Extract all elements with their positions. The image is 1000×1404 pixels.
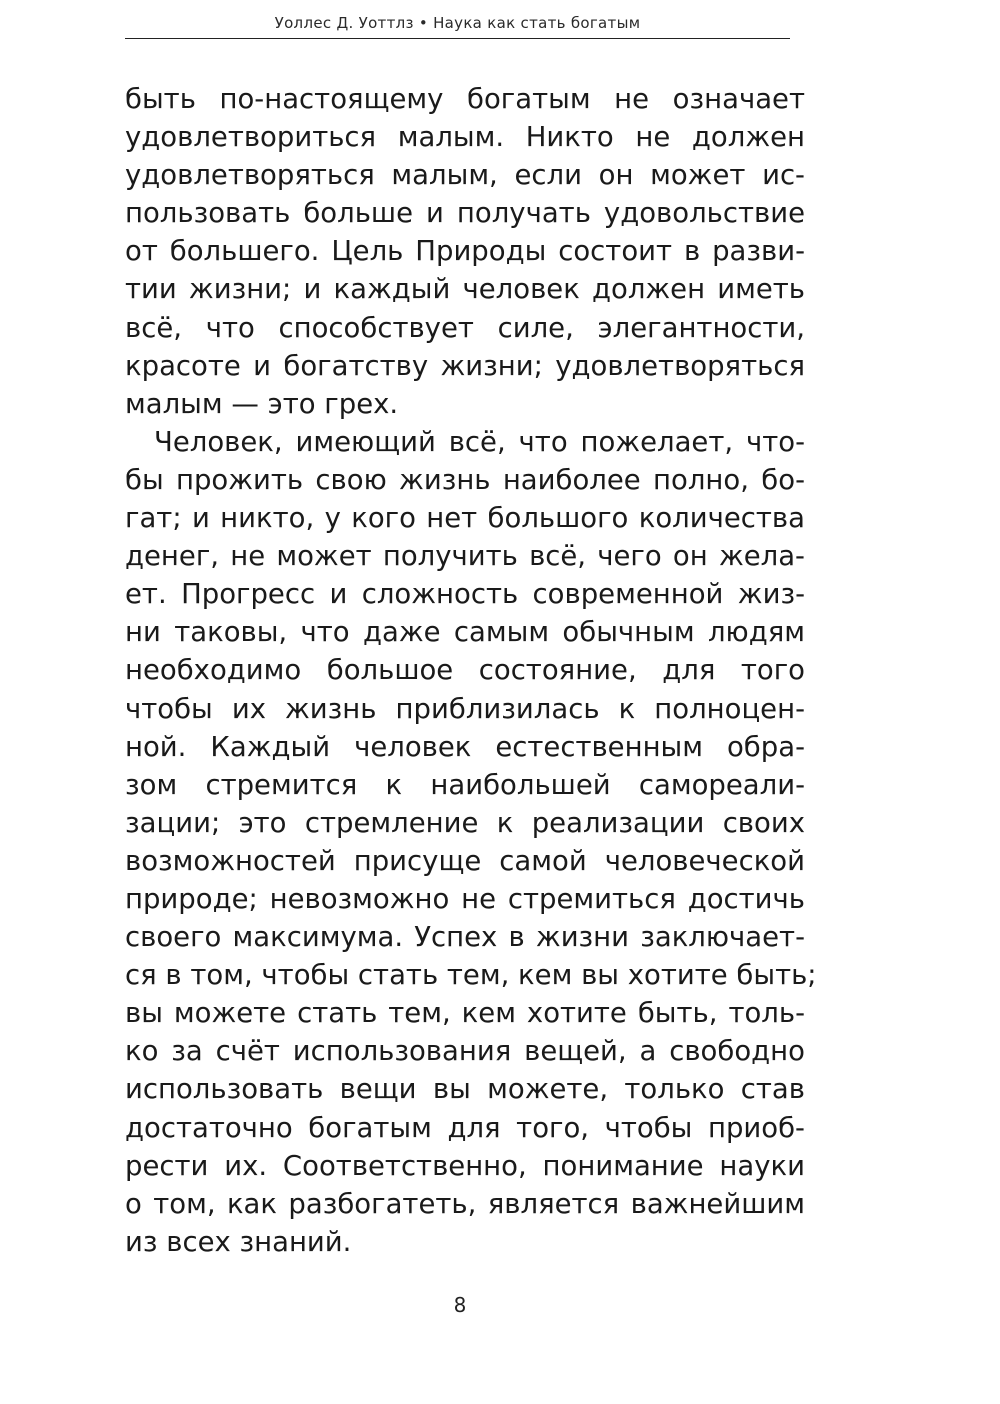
text-line: быть по-настоящему богатым не означает [125,83,805,115]
text-line: достаточно богатым для того, чтобы приоб- [125,1111,805,1144]
paragraph [125,423,817,1261]
page-number: 8 [453,1293,467,1317]
text-line: возможностей присуще самой человеческой [125,844,805,877]
text-line: о том, как разбогатеть, является важнейшим [125,1187,805,1220]
paragraph [125,80,805,423]
header-divider [125,38,790,39]
text-line: от большего. Цель Природы состоит в разви- [125,235,805,268]
text-line: своего максимума. Успех в жизни заключает- [125,921,805,954]
text-line: Человек, имеющий всё, что пожелает, что- [154,425,805,458]
text-line: денег, не может получить всё, чего он жела- [125,540,805,573]
text-line: ся в том, чтобы стать тем, кем вы хотите быть; [125,959,817,992]
text-line: природе; невозможно не стремиться достичь [125,882,805,915]
text-line: вы можете стать тем, кем хотите быть, толь- [125,997,805,1030]
text-line: зом стремится к наибольшей самореали- [125,768,805,801]
text-line: зации; это стремление к реализации своих [125,806,805,839]
text-line: красоте и богатству жизни; удовлетворяться [125,349,805,382]
text-line: ет. Прогресс и сложность современной жиз- [125,578,805,611]
text-line: тии жизни; и каждый человек должен иметь [125,273,805,306]
text-line: ко за счёт использования вещей, а свободно [125,1035,805,1068]
text-line: пользовать больше и получать удовольствие [125,197,805,230]
text-line: удовлетворяться малым, если он может ис- [125,159,805,192]
running-header: Уоллес Д. Уоттлз • Наука как стать богатым [274,14,641,32]
text-line: гат; и никто, у кого нет большого количества [125,502,805,535]
text-line: чтобы их жизнь приблизилась к полноцен- [125,692,805,725]
text-line: ни таковы, что даже самым обычным людям [125,616,805,649]
text-line: из всех знаний. [125,1225,352,1258]
text-line: бы прожить свою жизнь наиболее полно, бо- [125,463,805,496]
text-line: всё, что способствует силе, элегантности, [125,311,805,344]
text-line: необходимо большое состояние, для того [125,654,805,687]
body-text [125,80,817,1261]
text-line: удовлетвориться малым. Никто не должен [125,121,805,154]
text-line: ной. Каждый человек естественным обра- [125,730,805,763]
text-line: малым — это грех. [125,387,399,420]
text-line: рести их. Соответственно, понимание науки [125,1149,805,1182]
text-line: использовать вещи вы можете, только став [125,1073,805,1106]
